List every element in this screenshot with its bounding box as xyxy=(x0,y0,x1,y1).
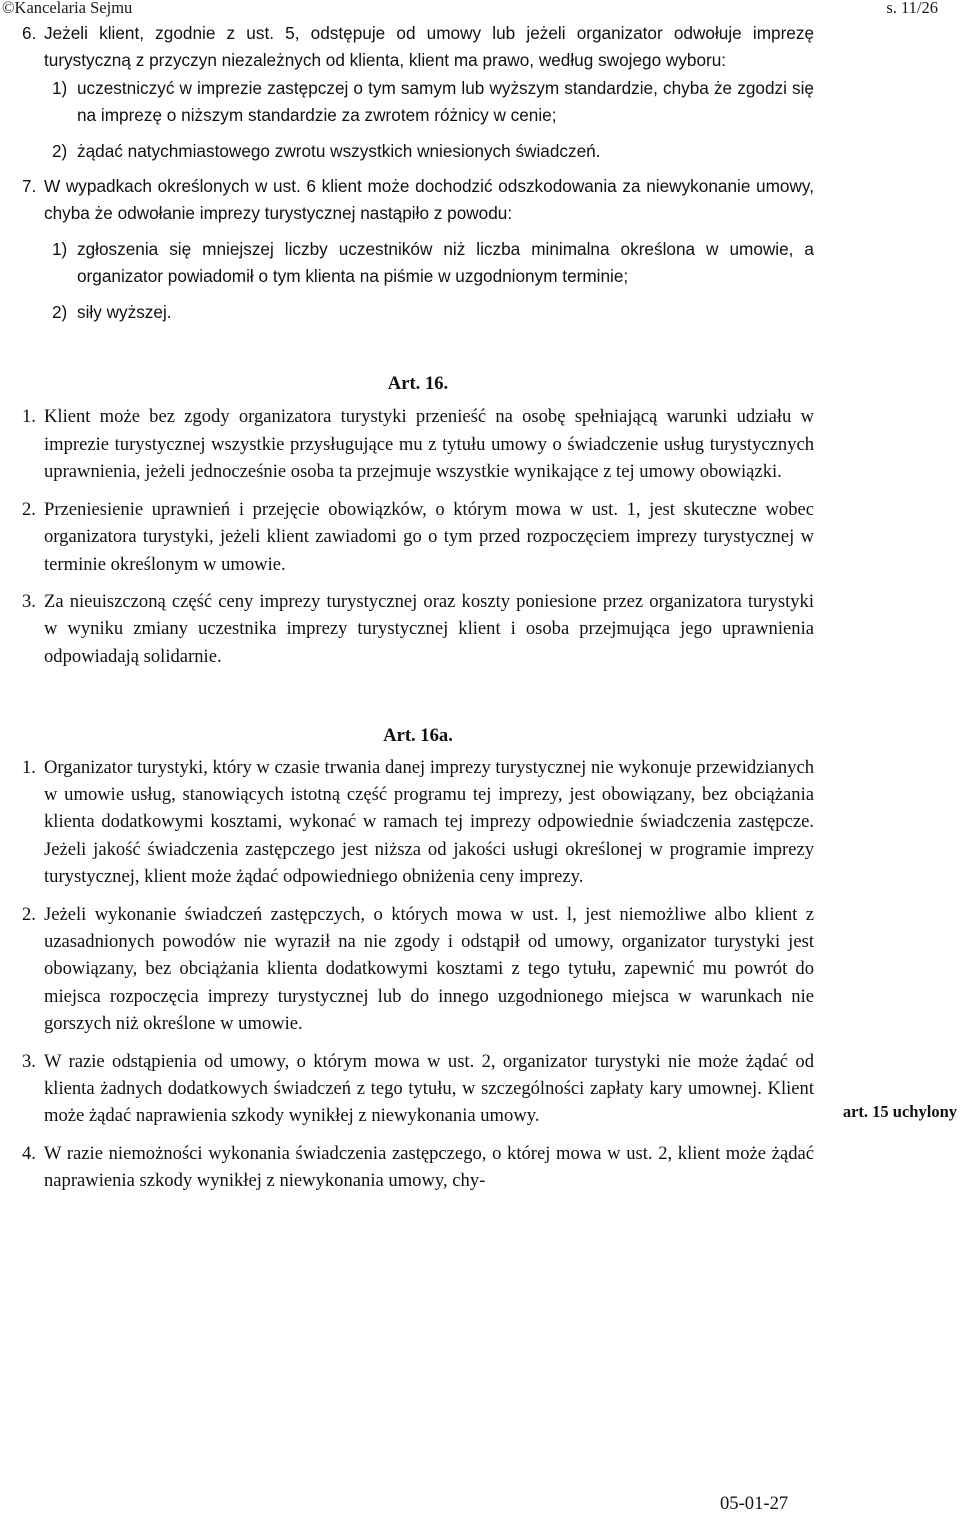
point-6-item-2-number: 2) xyxy=(52,140,68,161)
point-6-item-1-number: 1) xyxy=(52,77,68,98)
document-body xyxy=(22,20,814,1195)
article-16-heading: Art. 16. xyxy=(387,373,449,395)
article-16-paragraph-2-number: 2. xyxy=(22,498,36,520)
point-6-text xyxy=(22,20,814,75)
header-page-number: s. 11/26 xyxy=(886,0,938,17)
point-7-body: W wypadkach określonych w ust. 6 klient może dochodzić odszkodowania za niewykonanie umowy, chyba że odwołanie imprezy turystycznej nastąpiło z powodu: xyxy=(44,176,814,224)
point-7-text xyxy=(22,173,814,228)
article-16a-paragraph-3-text: W razie odstąpienia od umowy, o którym mowa w ust. 2, organizator turystyki nie może żądać od klienta żadnych dodatkowych świadczeń z tego tytułu, w szczególności zapłaty kary umownej. Klient może żądać naprawienia szkody wynikłej z niewykonania umowy. xyxy=(44,1050,814,1127)
point-7-item-1 xyxy=(22,236,814,291)
margin-note-art-15-repealed: art. 15 uchylony xyxy=(842,1102,957,1121)
article-16a-paragraph-1 xyxy=(22,754,814,891)
point-7-item-1-number: 1) xyxy=(52,238,68,259)
article-16-paragraph-2-text: Przeniesienie uprawnień i przejęcie obowiązków, o którym mowa w ust. 1, jest skuteczne wobec organizatora turystyki, jeżeli klient zawiadomi go o tym przed rozpoczęciem imprezy turystycznej w terminie określonym w umowie. xyxy=(44,498,814,575)
point-6-body: Jeżeli klient, zgodnie z ust. 5, odstępuje od umowy lub jeżeli organizator odwołuje imprezę turystyczną z przyczyn niezależnych od klienta, klient ma prawo, według swojego wyboru: xyxy=(44,23,814,71)
article-16a-paragraph-4-number: 4. xyxy=(22,1142,36,1164)
point-7-item-2-text: siły wyższej. xyxy=(77,301,172,322)
article-16a-paragraph-4-text: W razie niemożności wykonania świadczenia zastępczego, o której mowa w ust. 2, klient może żądać naprawienia szkody wynikłej z niewykonania umowy, chy- xyxy=(44,1142,814,1192)
point-7-item-2-number: 2) xyxy=(52,301,68,322)
article-16a-paragraph-3-number: 3. xyxy=(22,1050,36,1072)
point-6 xyxy=(22,20,814,326)
article-16-paragraph-3-text: Za nieuiszczoną część ceny imprezy turystycznej oraz koszty poniesione przez organizatora turystyki w wyniku zmiany uczestnika imprezy turystycznej klient i osoba przejmująca jego uprawnienia odpowiadają solidarnie. xyxy=(44,590,814,667)
article-16a-paragraph-2-number: 2. xyxy=(22,903,36,925)
article-16a-paragraph-2 xyxy=(22,901,814,1038)
point-7-item-2 xyxy=(22,299,814,326)
point-6-number: 6. xyxy=(22,23,37,43)
article-16a-paragraph-4 xyxy=(22,1140,814,1195)
article-16-paragraph-1 xyxy=(22,403,814,485)
header-publisher: ©Kancelaria Sejmu xyxy=(2,0,133,17)
article-16a-paragraph-1-number: 1. xyxy=(22,756,36,778)
point-7-number: 7. xyxy=(22,176,37,197)
article-16a-paragraph-2-text: Jeżeli wykonanie świadczeń zastępczych, o których mowa w ust. l, jest niemożliwe albo klient z uzasadnionych powodów nie wyraził na nie zgody i odstąpił od umowy, organizator turystyki jest obowiązany, bez obciążania klienta dodatkowymi kosztami z tego tytułu, zapewnić mu powrót do miejsca rozpoczęcia imprezy turystycznej lub do innego uzgodnionego miejsca w warunkach nie gorszych niż określone w umowie. xyxy=(44,903,814,1035)
article-16-paragraph-1-number: 1. xyxy=(22,406,36,428)
point-7-item-1-text: zgłoszenia się mniejszej liczby uczestników niż liczba minimalna określona w umowie, a organizator powiadomił o tym klienta na piśmie w uzgodnionym terminie; xyxy=(77,238,814,287)
point-6-item-1 xyxy=(22,75,814,130)
point-6-item-2-text: żądać natychmiastowego zwrotu wszystkich wniesionych świadczeń. xyxy=(77,140,601,161)
article-16a-heading: Art. 16a. xyxy=(383,725,453,747)
article-16-paragraph-1-text: Klient może bez zgody organizatora turystyki przenieść na osobę spełniającą warunki udziału w imprezie turystycznej wszystkie przysługujące mu z tytułu umowy o świadczenie usług turystycznych uprawnienia, jeżeli jednocześnie osoba ta przejmuje wszystkie wynikające z tej umowy obowiązki. xyxy=(44,406,814,483)
article-16a-paragraph-3 xyxy=(22,1048,814,1130)
article-16-paragraph-3-number: 3. xyxy=(22,590,36,612)
point-6-item-2 xyxy=(22,138,814,165)
footer-date: 05-01-27 xyxy=(720,1493,789,1514)
article-16a-paragraph-1-text: Organizator turystyki, który w czasie trwania danej imprezy turystycznej nie wykonuje przewidzianych w umowie usług, stanowiących istotną część programu tej imprezy, jest obowiązany, bez obciążania klienta dodatkowymi kosztami, wykonać w ramach tej imprezy odpowiednie świadczenia zastępcze. Jeżeli jakość świadczenia zastępczego jest niższa od jakości usługi określonej w programie imprezy turystycznej, klient może żądać odpowiedniego obniżenia ceny imprezy. xyxy=(44,756,814,888)
article-16-paragraph-2 xyxy=(22,496,814,578)
article-16-paragraph-3 xyxy=(22,588,814,670)
point-6-item-1-text: uczestniczyć w imprezie zastępczej o tym samym lub wyższym standardzie, chyba że zgodzi się na imprezę o niższym standardzie za zwrotem różnicy w cenie; xyxy=(77,77,814,126)
